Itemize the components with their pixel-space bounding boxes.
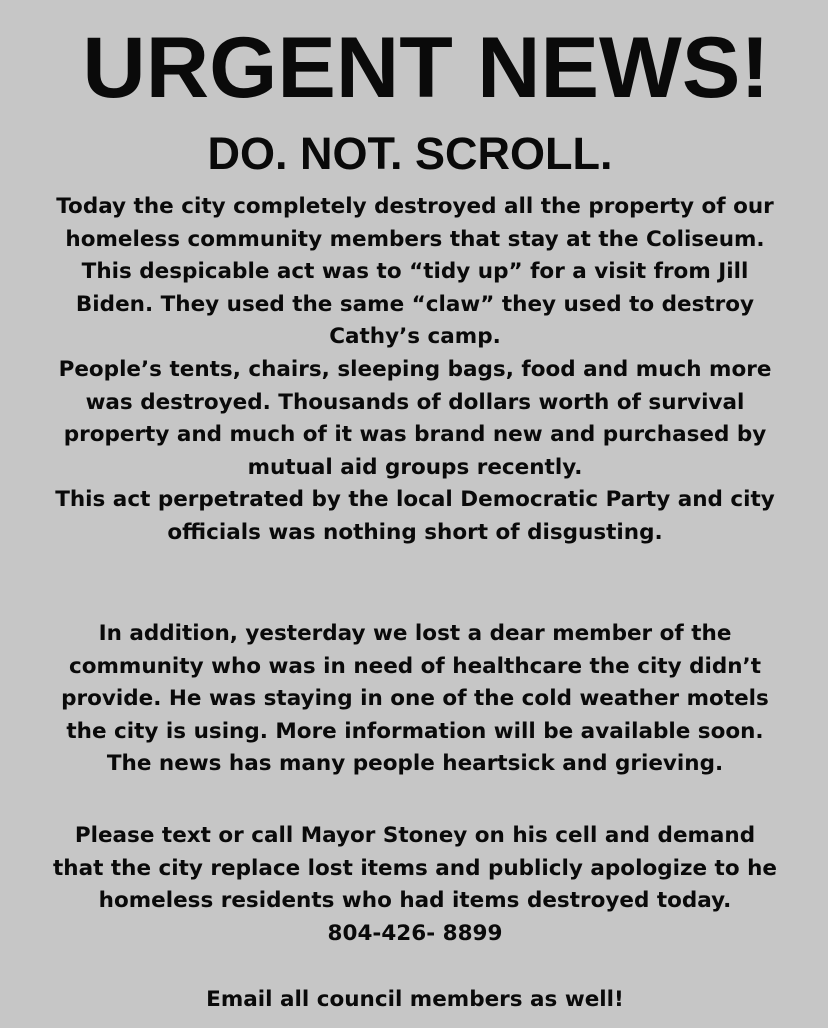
text-line: Biden. They used the same “claw” they used to destroy [75,291,755,317]
text-line: People’s tents, chairs, sleeping bags, food and much more [58,356,772,382]
text-line: was destroyed. Thousands of dollars worth of survival [85,389,745,415]
text-line: Cathy’s camp. [329,324,501,350]
closing-line [20,984,810,1017]
text-line: This despicable act was to “tidy up” for a visit from Jill [81,259,749,285]
text-line: Email all council members as well! [206,987,624,1012]
text-line: provide. He was staying in one of the cold weather motels [61,686,769,712]
subheadline: DO. NOT. SCROLL. [207,128,613,179]
text-line: This act perpetrated by the local Democratic Party and city [55,487,775,513]
paragraph-community-loss [20,618,810,781]
text-line: Today the city completely destroyed all the property of our [56,194,774,219]
headline: URGENT NEWS! [82,20,770,116]
text-line: Please text or call Mayor Stoney on his cell and demand [74,823,756,848]
text-line: that the city replace lost items and publicly apologize to he [53,855,777,881]
paragraph-call-to-action [20,820,810,950]
text-line: homeless community members that stay at the Coliseum. [65,226,765,252]
text-line: homeless residents who had items destroyed today. [98,888,732,914]
text-line: property and much of it was brand new and purchased by [63,422,767,448]
text-line: The news has many people heartsick and grieving. [106,751,724,777]
text-line: mutual aid groups recently. [247,454,583,480]
phone-number: 804-426- 8899 [327,920,503,946]
text-line: the city is using. More information will be available soon. [66,718,764,744]
text-line: community who was in need of healthcare the city didn’t [69,653,761,679]
paragraph-property-destroyed [20,191,810,550]
text-line: In addition, yesterday we lost a dear member of the [98,621,732,646]
text-line: officials was nothing short of disgusting. [167,519,663,545]
